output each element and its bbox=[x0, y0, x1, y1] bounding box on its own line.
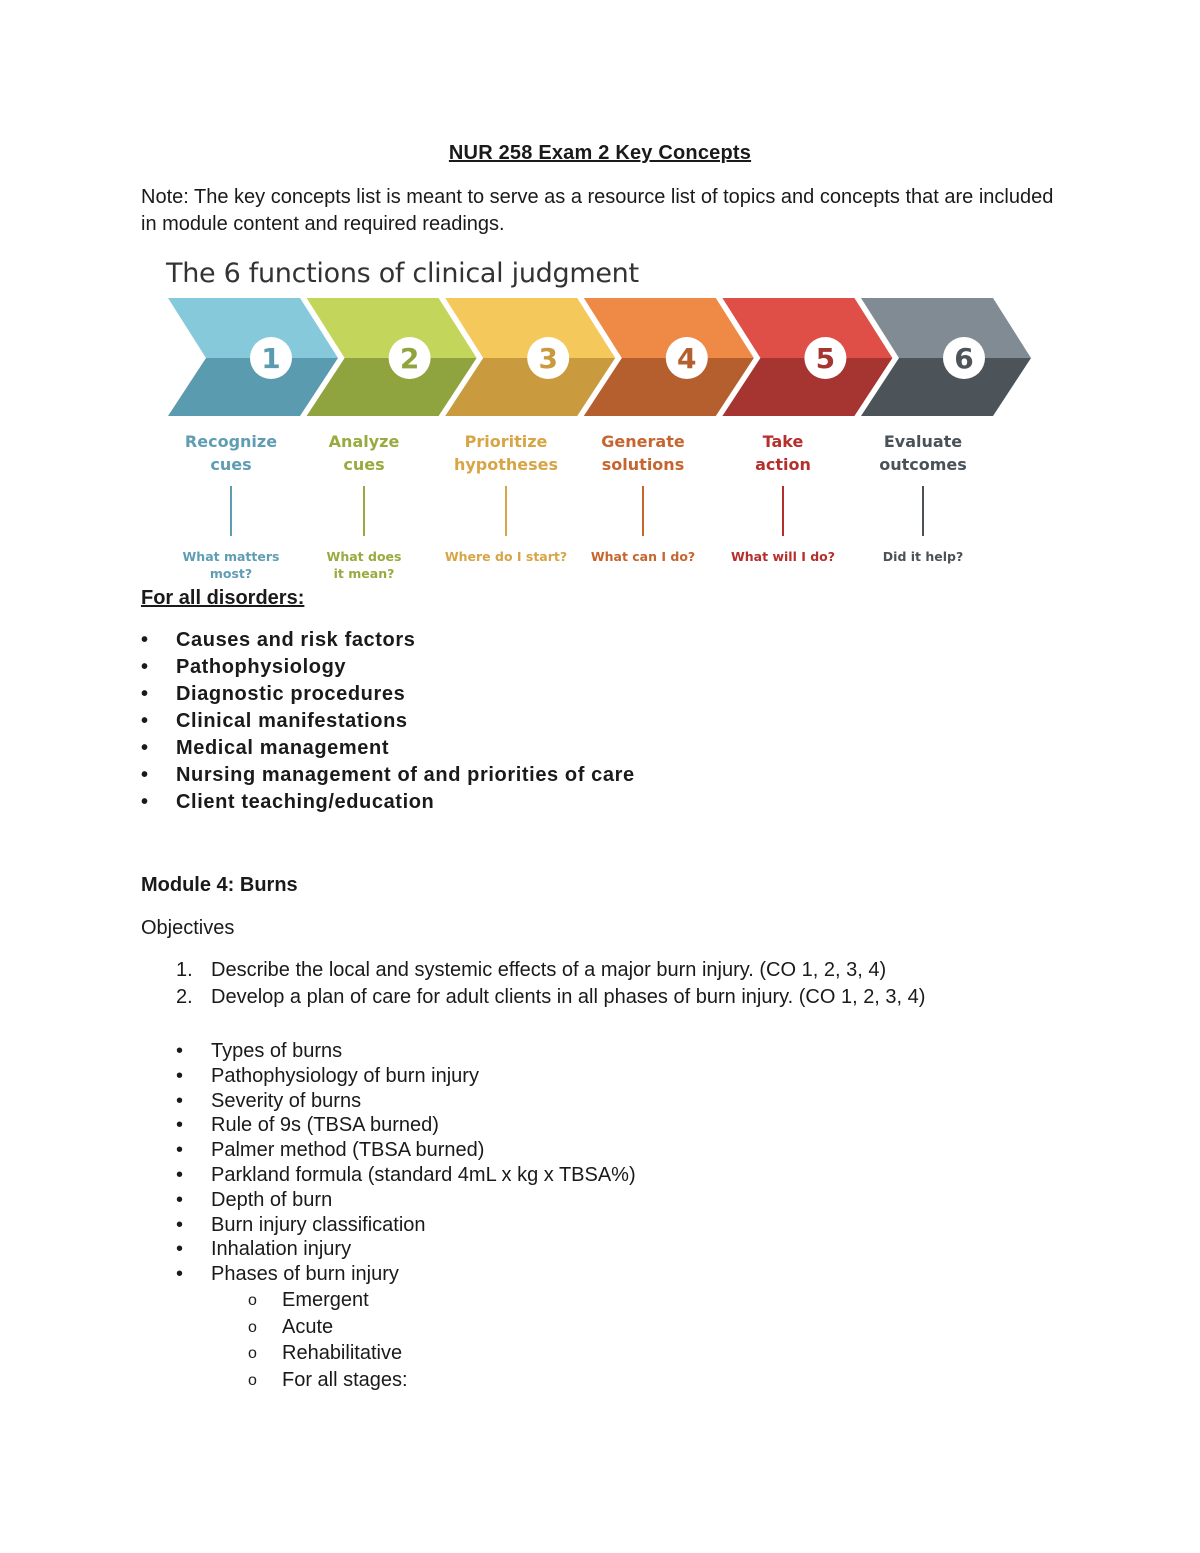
step-column bbox=[436, 430, 576, 565]
step-question-line: Did it help? bbox=[882, 549, 964, 564]
step-question-line: What can I do? bbox=[590, 549, 696, 564]
step-label-line: cues bbox=[343, 455, 385, 474]
connector-line bbox=[363, 486, 365, 536]
list-item: • Client teaching/education bbox=[141, 789, 635, 816]
all-disorders-list bbox=[141, 627, 635, 816]
step-label bbox=[436, 430, 576, 476]
step-column bbox=[573, 430, 713, 565]
list-item: • Inhalation injury bbox=[176, 1237, 636, 1262]
sub-list-item: o Emergent bbox=[248, 1287, 408, 1314]
list-item: • Causes and risk factors bbox=[141, 627, 635, 654]
step-question bbox=[853, 548, 993, 565]
step-question bbox=[294, 548, 434, 582]
step-label bbox=[294, 430, 434, 476]
step-column bbox=[853, 430, 993, 565]
step-label bbox=[161, 430, 301, 476]
step-number: 4 bbox=[677, 342, 697, 375]
chevron-step-1 bbox=[168, 298, 338, 416]
connector-line bbox=[782, 486, 784, 536]
step-label bbox=[713, 430, 853, 476]
step-label-line: outcomes bbox=[879, 455, 967, 474]
step-label-line: Generate bbox=[601, 432, 685, 451]
step-column bbox=[294, 430, 434, 582]
sub-list-item: o Rehabilitative bbox=[248, 1340, 408, 1367]
step-label-line: solutions bbox=[601, 455, 685, 474]
step-question-line: What does bbox=[326, 549, 402, 564]
list-item: • Phases of burn injury bbox=[176, 1262, 636, 1287]
list-item: • Severity of burns bbox=[176, 1089, 636, 1114]
step-number: 2 bbox=[399, 342, 420, 375]
document-title: NUR 258 Exam 2 Key Concepts bbox=[448, 142, 752, 164]
step-label-line: cues bbox=[210, 455, 252, 474]
list-item: • Parkland formula (standard 4mL x kg x TBSA%) bbox=[176, 1163, 636, 1188]
step-number: 6 bbox=[954, 342, 974, 375]
list-item: • Depth of burn bbox=[176, 1188, 636, 1213]
list-item: • Pathophysiology of burn injury bbox=[176, 1064, 636, 1089]
step-label-line: Evaluate bbox=[883, 432, 963, 451]
list-item: • Pathophysiology bbox=[141, 654, 635, 681]
step-question-line: it mean? bbox=[333, 566, 395, 581]
module-heading: Module 4: Burns bbox=[141, 874, 298, 896]
step-question bbox=[713, 548, 853, 565]
step-question-line: What will I do? bbox=[731, 549, 835, 564]
objective-item bbox=[176, 984, 925, 1011]
step-column bbox=[713, 430, 853, 565]
list-item: • Burn injury classification bbox=[176, 1213, 636, 1238]
list-item: • Medical management bbox=[141, 735, 635, 762]
step-number: 3 bbox=[538, 342, 558, 375]
step-label-line: Analyze bbox=[328, 432, 400, 451]
topics-list bbox=[176, 1039, 636, 1287]
step-question-line: What matters bbox=[182, 549, 280, 564]
step-question bbox=[161, 548, 301, 582]
connector-line bbox=[505, 486, 507, 536]
step-number: 1 bbox=[261, 342, 281, 375]
connector-line bbox=[922, 486, 924, 536]
step-label-line: hypotheses bbox=[453, 455, 559, 474]
step-question bbox=[436, 548, 576, 565]
step-label-line: Prioritize bbox=[464, 432, 548, 451]
step-number: 5 bbox=[815, 342, 836, 375]
sub-list-item: o For all stages: bbox=[248, 1367, 408, 1394]
step-label bbox=[853, 430, 993, 476]
connector-line bbox=[230, 486, 232, 536]
step-question bbox=[573, 548, 713, 565]
objectives-list bbox=[176, 957, 925, 1011]
list-item: • Types of burns bbox=[176, 1039, 636, 1064]
step-label-line: Take bbox=[762, 432, 804, 451]
list-item: • Palmer method (TBSA burned) bbox=[176, 1138, 636, 1163]
step-label bbox=[573, 430, 713, 476]
step-label-line: action bbox=[755, 455, 811, 474]
objective-number: 1. bbox=[176, 959, 193, 981]
sub-list-item: o Acute bbox=[248, 1314, 408, 1341]
step-label-line: Recognize bbox=[184, 432, 278, 451]
step-question-line: most? bbox=[209, 566, 253, 581]
all-disorders-heading: For all disorders: bbox=[141, 587, 305, 609]
list-item: • Rule of 9s (TBSA burned) bbox=[176, 1113, 636, 1138]
clinical-judgment-figure bbox=[160, 256, 1040, 581]
list-item: • Nursing management of and priorities of care bbox=[141, 762, 635, 789]
phases-list bbox=[248, 1287, 408, 1394]
step-column bbox=[161, 430, 301, 582]
connector-line bbox=[642, 486, 644, 536]
objective-text: Develop a plan of care for adult clients in all phases of burn injury. (CO 1, 2, 3, 4) bbox=[211, 986, 926, 1008]
note-paragraph: Note: The key concepts list is meant to serve as a resource list of topics and concepts that are included in module content and required readings. bbox=[141, 186, 1054, 235]
figure-title: The 6 functions of clinical judgment bbox=[166, 258, 639, 289]
step-question-line: Where do I start? bbox=[444, 549, 568, 564]
list-item: • Diagnostic procedures bbox=[141, 681, 635, 708]
objective-number: 2. bbox=[176, 986, 193, 1008]
objectives-label: Objectives bbox=[141, 917, 235, 939]
objective-item bbox=[176, 957, 925, 984]
objective-text: Describe the local and systemic effects of a major burn injury. (CO 1, 2, 3, 4) bbox=[211, 959, 887, 981]
list-item: • Clinical manifestations bbox=[141, 708, 635, 735]
